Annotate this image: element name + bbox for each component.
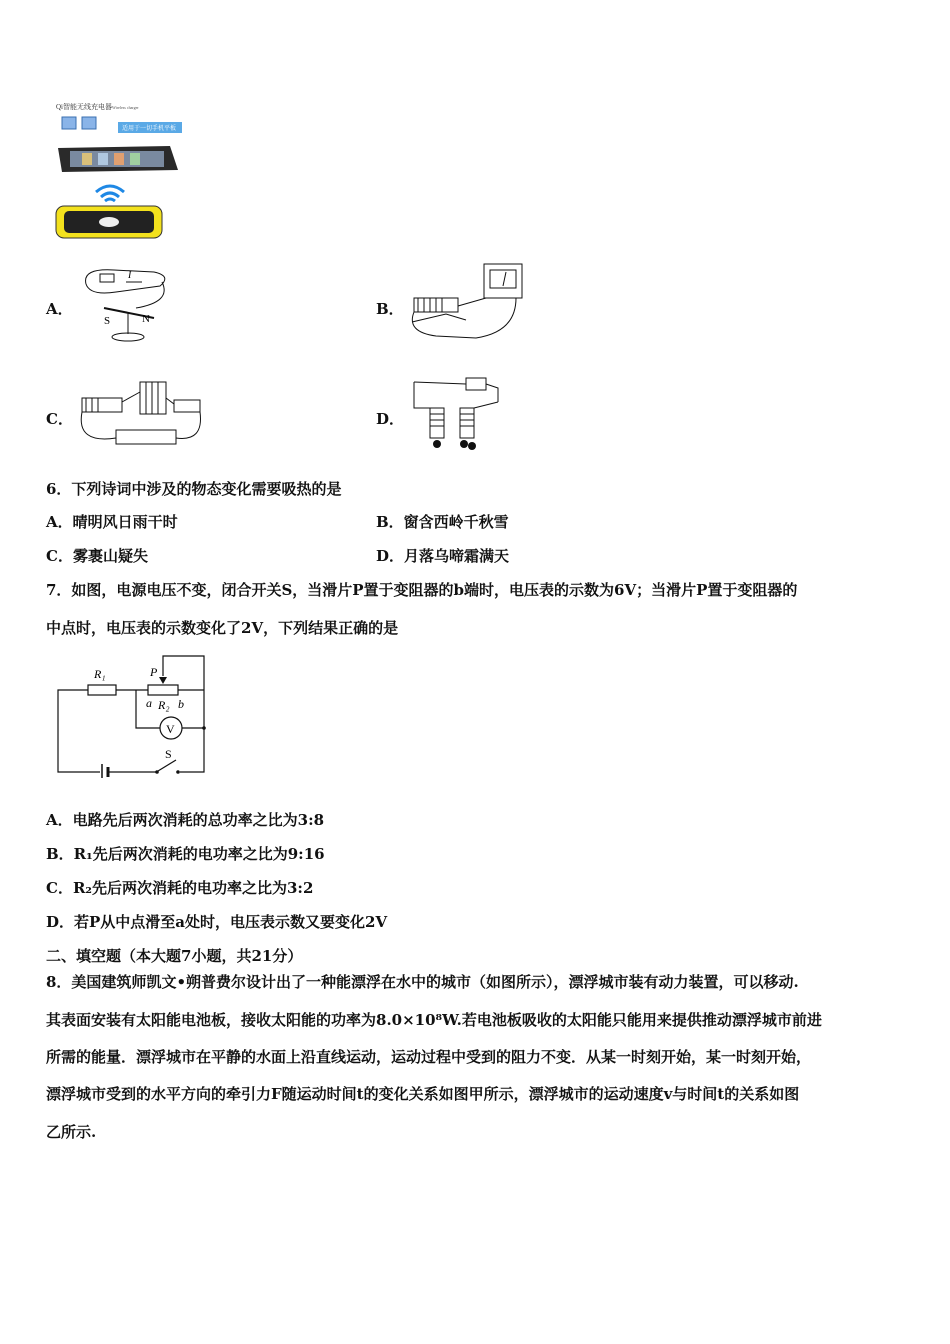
south-pole-label: S: [104, 315, 111, 327]
charger-title: Qi智能无线充电器: [56, 103, 112, 111]
q7-option-d: D．若P从中点滑至a处时，电压表示数又要变化2V: [46, 913, 388, 931]
q8-line4: 漂浮城市受到的水平方向的牵引力F随运动时间t的变化关系如图甲所示，漂浮城市的运动速度v与时间t的关系如图: [46, 1085, 800, 1103]
q5-option-d-label: D．: [376, 410, 405, 428]
terminal-a-label: a: [146, 696, 152, 710]
q6-stem: 6．下列诗词中涉及的物态变化需要吸热的是: [46, 480, 342, 498]
magnet-icon: [82, 398, 122, 412]
q5-figure-d-electromagnets: [406, 372, 506, 458]
q7-stem-line1: 7．如图，电源电压不变，闭合开关S，当滑片P置于变阻器的b端时，电压表的示数为6V；当滑片P置于变阻器的: [46, 581, 798, 599]
electromagnet-left: [430, 408, 444, 438]
q8-line3: 所需的能量．漂浮城市在平静的水面上沿直线运动，运动过程中受到的阻力不变．从某一时刻开始，某一时刻开始，: [46, 1048, 812, 1066]
r2-label: R₂: [158, 698, 170, 712]
paperclips-right: [460, 440, 468, 448]
r1-label: R₁: [94, 667, 106, 681]
voltmeter-label: V: [166, 722, 175, 736]
q6-option-d: D．月落乌啼霜满天: [376, 547, 510, 565]
q5-figure-a-oersted: [76, 262, 176, 344]
resistor-r1: [88, 685, 116, 695]
q8-line1: 8．美国建筑师凯文•朔普费尔设计出了一种能漂浮在水中的城市（如图所示），漂浮城市装有动力装置，可以移动.: [46, 973, 799, 991]
rheostat-r2: [148, 685, 178, 695]
battery-icon: [100, 274, 114, 282]
q5-option-b-label: B．: [376, 300, 404, 318]
q6-option-c: C．雾裹山疑失: [46, 547, 148, 565]
q5-figure-c-motor: [76, 372, 206, 458]
rheostat-icon: [116, 430, 176, 444]
phone-icon-small: [62, 117, 76, 129]
q7-stem-line2: 中点时，电压表的示数变化了2V，下列结果正确的是: [46, 619, 399, 637]
switch-icon: [174, 400, 200, 412]
wifi-signal-icon: [96, 186, 124, 192]
q7-option-a: A．电路先后两次消耗的总功率之比为3:8: [46, 811, 325, 829]
north-pole-label: N: [142, 313, 150, 325]
charging-pad-logo: [99, 217, 119, 227]
battery-pack-icon: [140, 382, 166, 414]
current-label: I: [128, 270, 132, 281]
q5-figure-b-induction: [406, 262, 526, 344]
slider-p-arrow: [159, 677, 167, 684]
section2-heading: 二、填空题（本大题7小题，共21分）: [46, 947, 303, 965]
slider-p-label: P: [150, 665, 158, 679]
electromagnet-right: [460, 408, 474, 438]
q7-circuit-diagram: [52, 650, 214, 778]
phone-icon-small: [82, 117, 96, 129]
q7-option-b: B．R₁先后两次消耗的电功率之比为9:16: [46, 845, 325, 863]
q6-option-b: B．窗含西岭千秋雪: [376, 513, 509, 531]
q5-option-c-label: C．: [46, 410, 73, 428]
switch-s-label: S: [165, 747, 172, 761]
battery-icon: [466, 378, 486, 390]
q8-line2: 其表面安装有太阳能电池板，接收太阳能的功率为8.0×10⁸W.若电池板吸收的太阳能只能用来提供推动漂浮城市前进: [46, 1011, 822, 1029]
q7-option-c: C．R₂先后两次消耗的电功率之比为3:2: [46, 879, 314, 897]
terminal-b-label: b: [178, 697, 184, 711]
q5-option-a-label: A．: [46, 300, 73, 318]
q8-line5: 乙所示.: [46, 1123, 97, 1141]
paperclips-left: [433, 440, 441, 448]
charger-banner-text: 适用于一切手机平板: [122, 126, 177, 132]
wireless-charger-figure: [52, 100, 192, 240]
switch-s: [158, 760, 176, 771]
charger-title-sub: Wireless charger: [112, 105, 139, 110]
q6-option-a: A．晴明风日雨干时: [46, 513, 178, 531]
